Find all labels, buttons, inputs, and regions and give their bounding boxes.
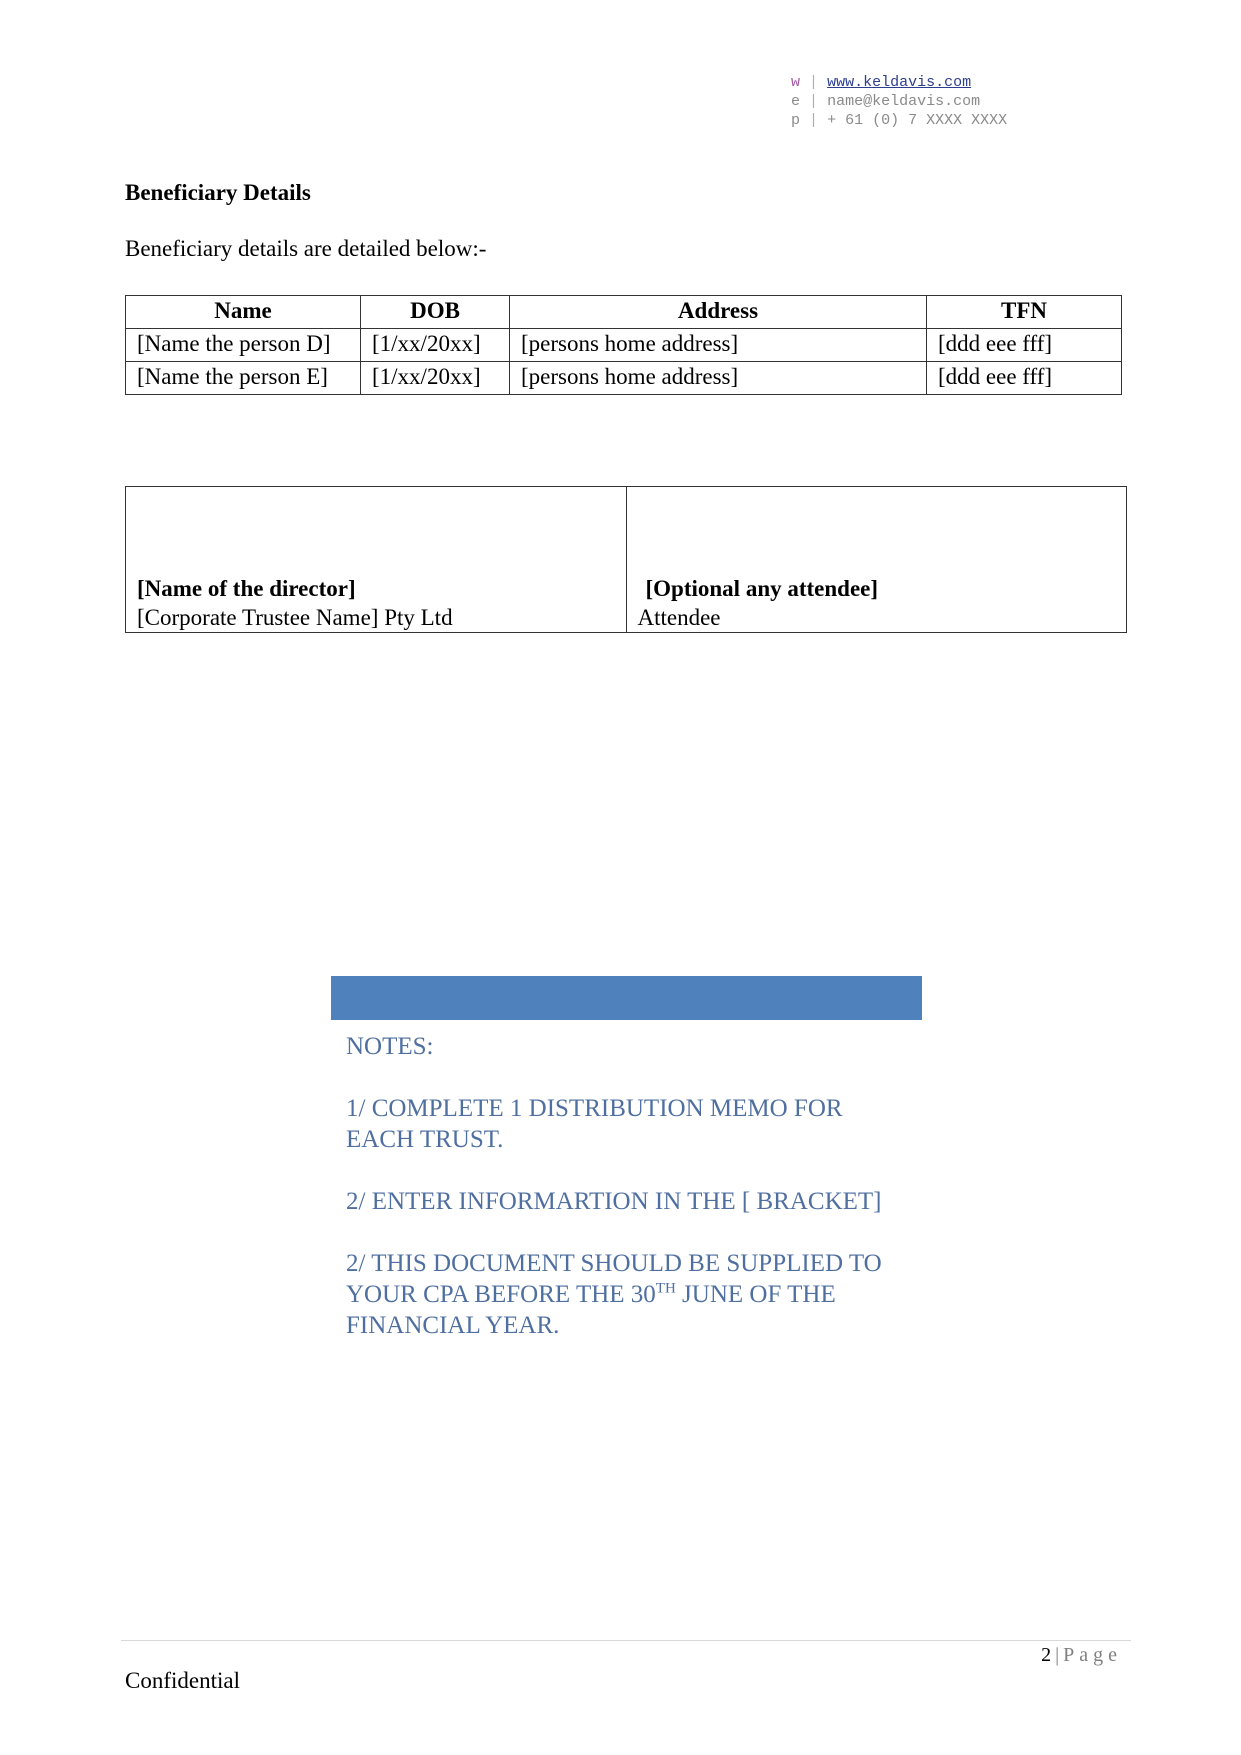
page-word: Page: [1063, 1644, 1122, 1666]
page-number: [1041, 1644, 1122, 1667]
note-item-2: 2/ ENTER INFORMARTION IN THE [ BRACKET]: [346, 1188, 882, 1215]
separator: |: [809, 74, 819, 91]
contact-phone-row: [791, 111, 1007, 130]
header-tfn: TFN: [927, 296, 1122, 329]
cell-tfn: [ddd eee fff]: [927, 362, 1122, 395]
table-row: [126, 362, 1122, 395]
director-role: [Corporate Trustee Name] Pty Ltd: [137, 605, 453, 630]
header-address: Address: [510, 296, 927, 329]
note-item-1: 1/ COMPLETE 1 DISTRIBUTION MEMO FOR EACH TRUST.: [346, 1095, 843, 1153]
phone-text: + 61 (0) 7 XXXX XXXX: [827, 112, 1008, 129]
contact-email-row: [791, 92, 1007, 111]
cell-tfn: [ddd eee fff]: [927, 329, 1122, 362]
email-letter: e: [791, 93, 801, 110]
director-signature-cell: [126, 487, 627, 633]
contact-block: [791, 73, 1007, 130]
note-item-3: 2/ THIS DOCUMENT SHOULD BE SUPPLIED TO YOUR CPA BEFORE THE 30TH JUNE OF THE FINANCIAL YEAR.: [346, 1250, 882, 1339]
email-text: name@keldavis.com: [827, 93, 981, 110]
page-separator: |: [1055, 1644, 1060, 1666]
director-name: [Name of the director]: [137, 576, 356, 601]
cell-name: [Name the person D]: [126, 329, 361, 362]
page-number-value: 2: [1041, 1644, 1052, 1666]
notes-header-bar: [331, 976, 922, 1020]
beneficiary-table: [125, 295, 1122, 395]
intro-text: Beneficiary details are detailed below:-: [125, 236, 487, 261]
separator: |: [809, 112, 819, 129]
separator: |: [809, 93, 819, 110]
table-row: [126, 329, 1122, 362]
cell-address: [persons home address]: [510, 362, 927, 395]
signature-table: [125, 486, 1127, 633]
attendee-name: [Optional any attendee]: [645, 576, 879, 601]
attendee-role: Attendee: [637, 605, 721, 630]
web-letter: w: [791, 74, 801, 91]
confidential-label: Confidential: [125, 1668, 240, 1693]
cell-dob: [1/xx/20xx]: [361, 329, 510, 362]
section-title: Beneficiary Details: [125, 180, 311, 205]
website-link[interactable]: www.keldavis.com: [827, 74, 972, 91]
phone-letter: p: [791, 112, 801, 129]
header-dob: DOB: [361, 296, 510, 329]
footer-divider: [121, 1640, 1131, 1641]
cell-dob: [1/xx/20xx]: [361, 362, 510, 395]
cell-address: [persons home address]: [510, 329, 927, 362]
header-name: Name: [126, 296, 361, 329]
table-header-row: [126, 296, 1122, 329]
cell-name: [Name the person E]: [126, 362, 361, 395]
notes-heading: NOTES:: [346, 1033, 434, 1060]
notes-box: [346, 1031, 906, 1372]
attendee-signature-cell: [626, 487, 1127, 633]
contact-web-row: [791, 73, 1007, 92]
